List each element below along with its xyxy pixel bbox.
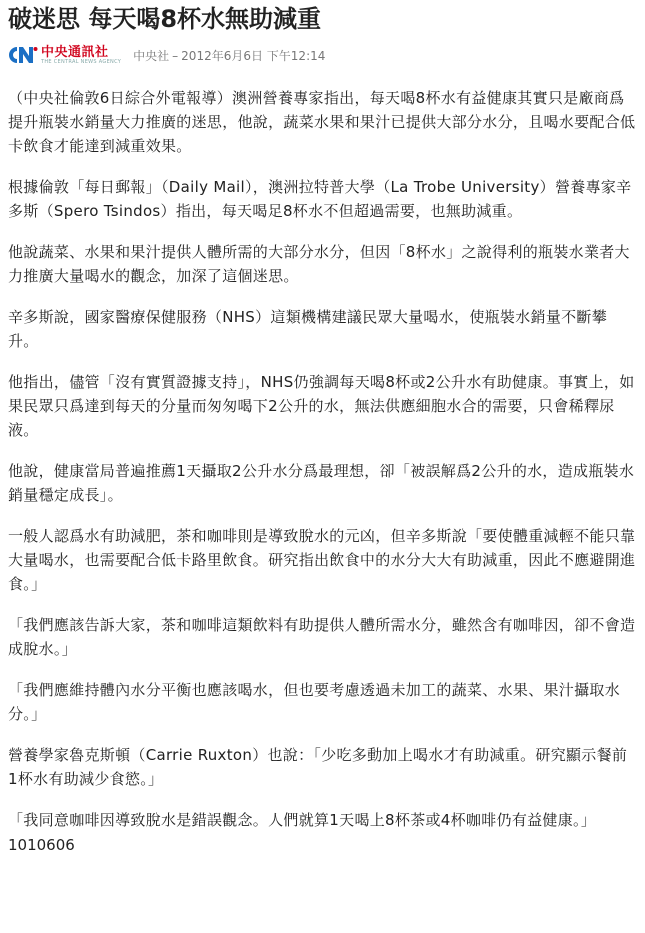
paragraph: （中央社倫敦6日綜合外電報導）澳洲營養專家指出，每天喝8杯水有益健康其實只是廠商爲提升瓶裝水銷量大力推廣的迷思，他說，蔬菜水果和果汁已提供大部分水分，且喝水要配合低卡飲食才能達到減重效果。 (8, 89, 636, 155)
logo-name-en: THE CENTRAL NEWS AGENCY (41, 58, 122, 65)
logo-text (41, 46, 121, 65)
paragraph: 他說蔬菜、水果和果汁提供人體所需的大部分水分，但因「8杯水」之說得利的瓶裝水業者大力推廣大量喝水的觀念，加深了這個迷思。 (8, 243, 630, 285)
publish-datetime: 2012年6月6日 下午12:14 (181, 48, 326, 63)
meta-separator: – (172, 48, 179, 63)
article-meta (133, 47, 325, 64)
source-name: 中央社 (133, 48, 170, 63)
paragraph: 他說，健康當局普遍推薦1天攝取2公升水分爲最理想，卻「被誤解爲2公升的水，造成瓶裝水銷量穩定成長」。 (8, 462, 635, 504)
byline (8, 44, 637, 66)
paragraph: 「我們應該告訴大家，茶和咖啡這類飲料有助提供人體所需水分，雖然含有咖啡因，卻不會造成脫水。」 (8, 616, 636, 658)
paragraph: 「我們應維持體內水分平衡也應該喝水，但也要考慮透過未加工的蔬菜、水果、果汁攝取水分。」 (8, 681, 621, 723)
paragraph: 根據倫敦「每日郵報」（Daily Mail），澳洲拉特普大學（La Trobe University）營養專家辛多斯（Spero Tsindos）指出，每天喝足8杯水不但超過需要，也無助減重。 (8, 178, 632, 220)
paragraph: 他指出，儘管「沒有實質證據支持」，NHS仍強調每天喝8杯或2公升水有助健康。事實上，如果民眾只爲達到每天的分量而匆匆喝下2公升的水，無法供應細胞水合的需要，只會稀釋尿液。 (8, 373, 635, 439)
logo-name-zh: 中央通訊社 (41, 44, 109, 60)
article-body (8, 86, 637, 857)
headline: 破迷思 每天喝8杯水無助減重 (8, 5, 322, 33)
article-code: 1010606 (8, 836, 75, 854)
paragraph: 辛多斯說，國家醫療保健服務（NHS）這類機構建議民眾大量喝水，使瓶裝水銷量不斷攀升。 (8, 308, 608, 350)
paragraph: 「我同意咖啡因導致脫水是錯誤觀念。人們就算1天喝上8杯茶或4杯咖啡仍有益健康。」 (8, 811, 597, 829)
paragraph: 營養學家魯克斯頓（Carrie Ruxton）也說：「少吃多動加上喝水才有助減重。研究顯示餐前1杯水有助減少食慾。」 (8, 746, 628, 788)
paragraph: 一般人認爲水有助減肥，茶和咖啡則是導致脫水的元凶，但辛多斯說「要使體重減輕不能只靠大量喝水，也需要配合低卡路里飲食。研究指出飲食中的水分大大有助減重，因此不應避開進食。」 (8, 527, 636, 593)
cna-logo[interactable] (8, 46, 121, 65)
cna-logo-icon (8, 46, 38, 64)
